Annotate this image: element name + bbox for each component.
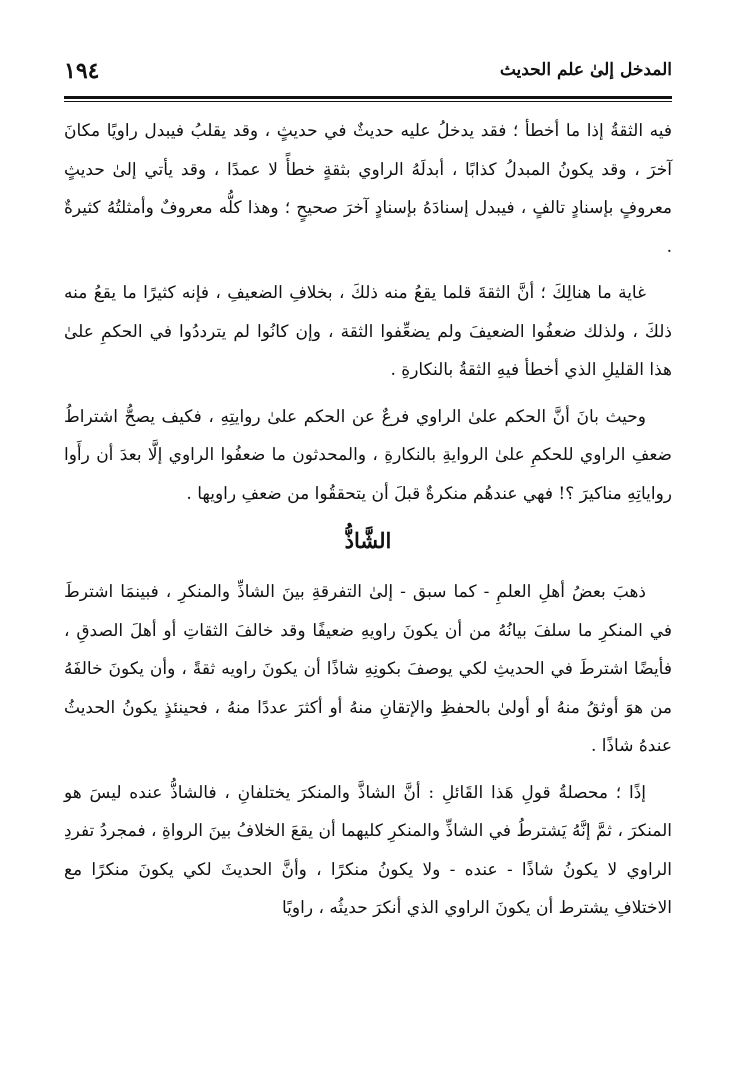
- section-paragraph-1: ذهبَ بعضُ أهلِ العلمِ - كما سبق - إلىٰ التفرقةِ بينَ الشاذِّ والمنكرِ ، فبينمَا اشترطَ في المنكرِ ما سلفَ بيانُهُ من أن يكونَ راويهِ ضعيفًا وقد خالفَ الثقاتِ أو أهلَ الصدقِ ، فأيضًا اشترطَ في الحديثِ لكي يوصفَ بكونِهِ شاذًا أن يكونَ راويه ثقةً ، وأن يكونَ خالفَهُ من هوَ أوثقُ منهُ أو أولىٰ بالحفظِ والإتقانِ منهُ أو أكثرَ عددًا منهُ ، فحينئذٍ يكونُ الحديثُ عندهُ شاذًا .: [64, 582, 672, 756]
- section-heading: الشَّاذُّ: [344, 528, 392, 553]
- running-title: المدخل إلىٰ علم الحديث: [499, 60, 672, 80]
- paragraph-3: وحيث بانَ أنَّ الحكم علىٰ الراوي فرعٌ عن الحكم علىٰ روايتِهِ ، فكيف يصحُّ اشتراطُ ضعفِ الراوي للحكمِ علىٰ الروايةِ بالنكارةِ ، والمحدثون ما ضعفُوا الراوي إلَّا بعدَ أن رأَوا رواياتِهِ مناكيرَ ؟! فهي عندهُم منكرةٌ قبلَ أن يتحققُوا من ضعفِ راويها .: [64, 406, 672, 504]
- section-paragraph-2: إذًا ؛ محصلةُ قولِ هَذا القَائلِ : أنَّ الشاذَّ والمنكرَ يختلفانِ ، فالشاذُّ عنده ليسَ هو المنكرَ ، ثمَّ إنَّهُ يَشترطُ في الشاذِّ والمنكرِ كليهما أن يقعَ الخلافُ بينَ الرواةِ ، فمجردُ تفردِ الراوي لا يكونُ شاذًا - عنده - ولا يكونُ منكرًا ، وأنَّ الحديثَ لكي يكونَ منكرًا مع الاختلافِ يشترط أن يكونَ الراوي الذي أنكرَ حديثُه ، راويًا: [64, 782, 672, 918]
- header-rule-thick: [64, 96, 672, 99]
- page-body: [64, 112, 672, 936]
- paragraph-1: فيه الثقةُ إذا ما أخطأ ؛ فقد يدخلُ عليه حديثٌ في حديثٍ ، وقد يقلبُ فيبدل راويًا مكانَ آخرَ ، وقد يكونُ المبدلُ كذابًا ، أبدلَهُ الراوي بثقةٍ خطأً لا عمدًا ، وقد يأتي إلىٰ حديثٍ معروفٍ بإسنادٍ تالفٍ ، فيبدل إسنادَهُ بإسنادٍ آخرَ صحيحٍ ؛ وهذا كلُّه معروفٌ وأمثلتُهُ كثيرةٌ .: [64, 121, 672, 257]
- page-header: [64, 58, 672, 94]
- header-rule-thin: [64, 101, 672, 102]
- paragraph-2: غاية ما هنالِكَ ؛ أنَّ الثقةَ قلما يقعُ منه ذلكَ ، بخلافِ الضعيفِ ، فإنه كثيرًا ما يقعُ منه ذلكَ ، ولذلك ضعفُوا الضعيفَ ولم يضعِّفوا الثقة ، وإن كانُوا لم يترددُوا في الحكمِ علىٰ هذا القليلِ الذي أخطأ فيهِ الثقةُ بالنكارةِ .: [64, 283, 672, 380]
- page-number: ١٩٤: [64, 58, 100, 84]
